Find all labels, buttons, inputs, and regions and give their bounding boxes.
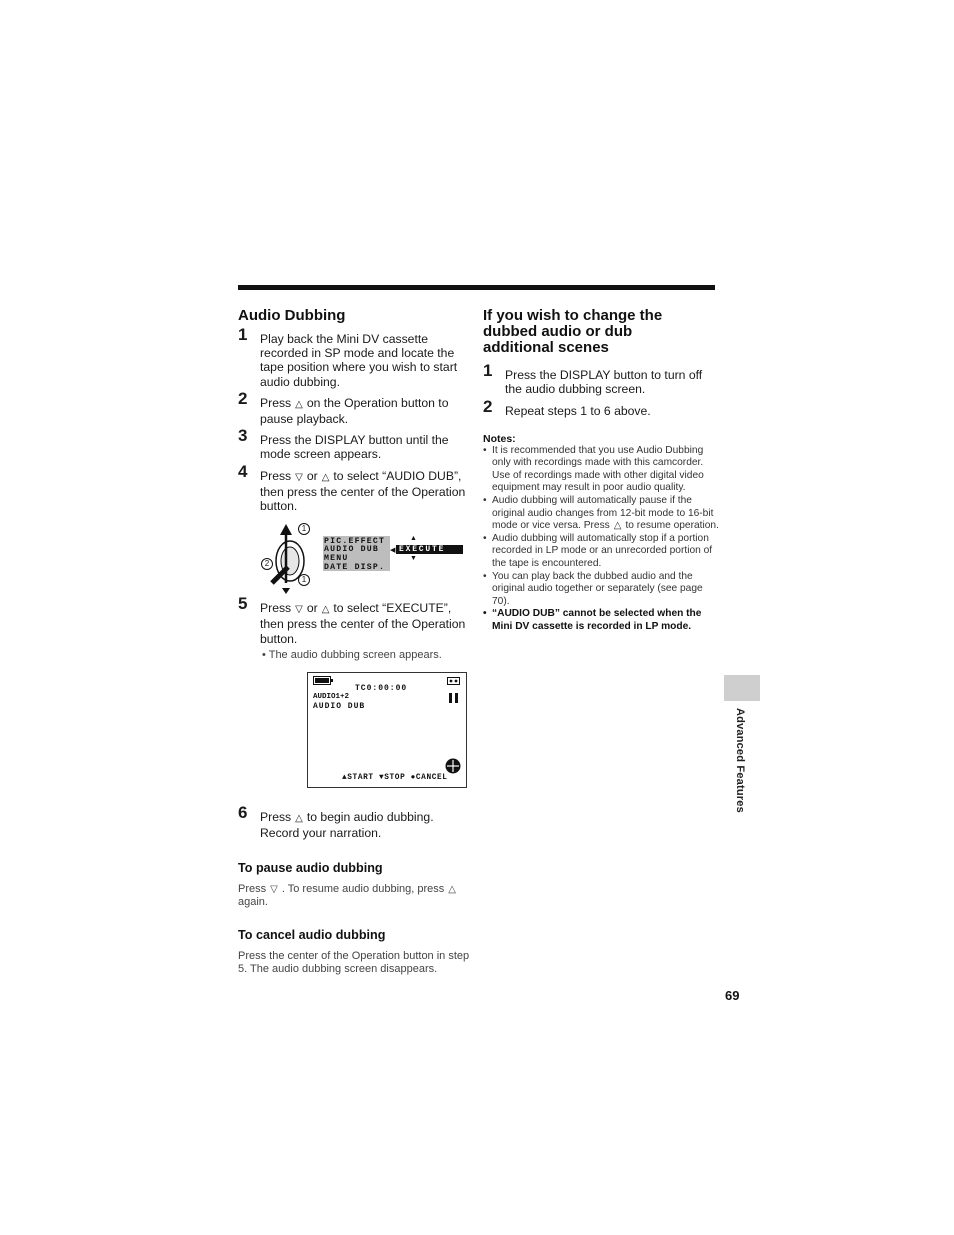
step-5: 5 Press ▽ or △ to select “EXECUTE”, then press the center of the Operation button. (238, 594, 466, 646)
up-arrow-icon: ▲ (410, 535, 417, 543)
menu-figure (238, 523, 474, 595)
up-triangle-icon: △ (295, 812, 303, 824)
down-triangle-icon: ▽ (270, 884, 278, 896)
up-triangle-icon: △ (321, 604, 330, 616)
timecode: TC0:00:00 (355, 683, 408, 693)
page-number: 69 (725, 988, 740, 1003)
right-column (483, 308, 719, 634)
down-arrow-icon: ▼ (410, 555, 417, 563)
cancel-heading: To cancel audio dubbing (238, 927, 386, 942)
execute-option: EXECUTE (396, 545, 463, 554)
menu-item-menu: MENU (324, 554, 349, 564)
section-side-label: Advanced Features (734, 708, 746, 813)
callout-1-top: 1 (298, 523, 310, 535)
note-1: • It is recommended that you use Audio Dubbing only with recordings made with this camcorder. Use of recordings made with other digital video equipment may result in poor audio quality. (483, 445, 719, 495)
step-6: 6 Press △ to begin audio dubbing. Record your narration. (238, 802, 434, 841)
screen-footer: ▲START ▼STOP ●CANCEL (342, 773, 448, 782)
right-step-2: 2 Repeat steps 1 to 6 above. (483, 397, 651, 419)
step-5-bullet: • The audio dubbing screen appears. (262, 648, 442, 661)
section-tab (724, 675, 760, 701)
pause-icon (448, 693, 460, 703)
pause-heading: To pause audio dubbing (238, 861, 383, 876)
audio-dub-screen (307, 672, 467, 788)
right-step-1: 1 Press the DISPLAY button to turn off the audio dubbing screen. (483, 361, 703, 397)
menu-item-audio-dub: AUDIO DUB (324, 545, 380, 555)
note-4: • You can play back the dubbed audio and the original audio together or separately (see page 70). (483, 571, 719, 609)
up-triangle-icon: △ (448, 884, 456, 896)
menu-item-date-disp: DATE DISP. (324, 563, 386, 573)
pause-text: Press ▽ . To resume audio dubbing, press △again. (238, 883, 456, 909)
step-2: 2 Press △ on the Operation button to pause playback. (238, 388, 449, 427)
section-heading: Audio Dubbing (238, 307, 346, 324)
audio-channel: AUDIO1+2 (313, 692, 350, 701)
down-triangle-icon: ▽ (295, 604, 303, 616)
step-3: 3 Press the DISPLAY button until the mode screen appears. (238, 426, 449, 462)
audio-dub-label: AUDIO DUB (313, 701, 366, 711)
up-triangle-icon: △ (295, 398, 303, 410)
note-2: • Audio dubbing will automatically pause if the original audio changes from 12-bit mode to 16-bit mode or vice versa. Press △ to resume operation. (483, 495, 719, 533)
operation-button-icon (445, 758, 461, 774)
up-triangle-icon: △ (321, 471, 330, 483)
cassette-icon (447, 677, 461, 686)
section-heading-change: If you wish to change the dubbed audio or dub additional scenes (483, 307, 663, 356)
cancel-text: Press the center of the Operation button in step 5. The audio dubbing screen disappears. (238, 949, 470, 975)
left-arrow-icon: ◀ (390, 547, 396, 555)
note-5: • “AUDIO DUB” cannot be selected when the Mini DV cassette is recorded in LP mode. (483, 608, 719, 633)
step-4: 4 Press ▽ or △ to select “AUDIO DUB”, then press the center of the Operation button. (238, 461, 466, 514)
callout-2: 2 (261, 558, 273, 570)
battery-icon (313, 676, 335, 686)
notes-title: Notes: (483, 432, 516, 445)
down-triangle-icon: ▽ (295, 471, 303, 483)
up-triangle-icon: △ (613, 520, 622, 532)
step-1: 1 Play back the Mini DV cassette recorded in SP mode and locate the tape position where you wish to start audio dubbing. (238, 325, 458, 389)
left-column (238, 308, 474, 976)
menu-item-pic-effect: PIC.EFFECT (324, 537, 386, 547)
top-rule (238, 285, 715, 290)
note-3: • Audio dubbing will automatically stop if a portion recorded in LP mode or an unrecorded portion of the tape is encountered. (483, 533, 719, 571)
callout-1-bottom: 1 (298, 574, 310, 586)
